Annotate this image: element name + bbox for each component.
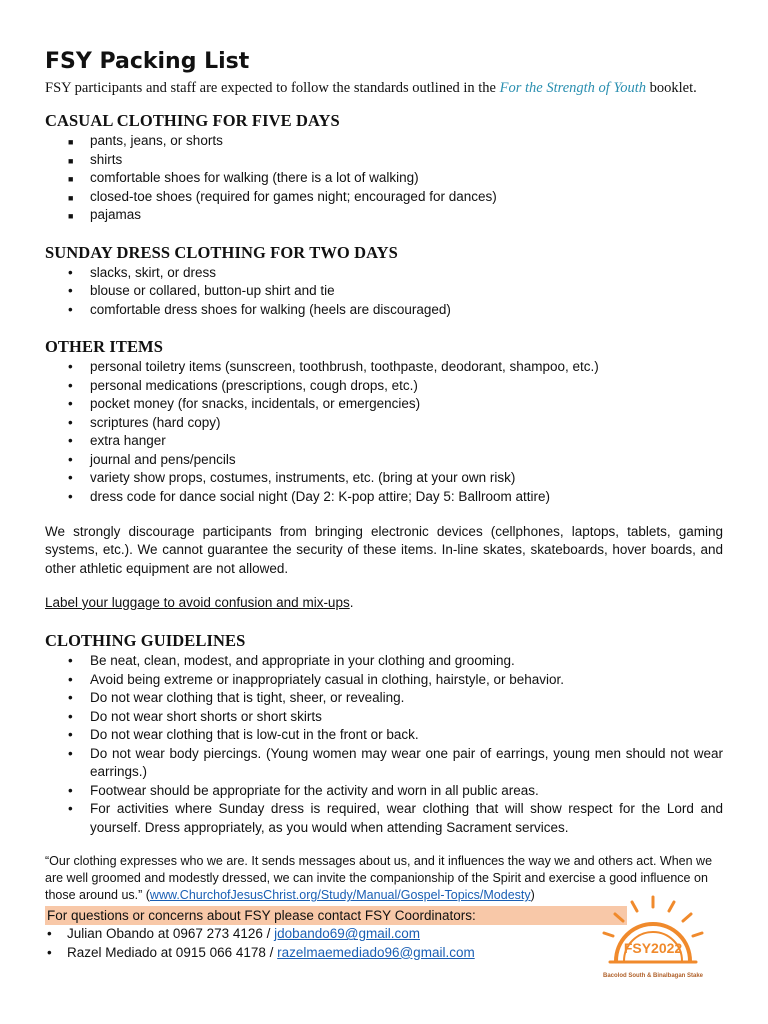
list-item: ■ closed-toe shoes (required for games night; encouraged for dances) bbox=[45, 188, 723, 207]
square-bullet-icon: ■ bbox=[68, 192, 74, 203]
other-items-list bbox=[45, 358, 723, 506]
email-link[interactable]: razelmaemediado96@gmail.com bbox=[277, 944, 475, 960]
list-item: • comfortable dress shoes for walking (heels are discouraged) bbox=[45, 301, 723, 320]
bullet-icon: • bbox=[68, 470, 73, 485]
list-item: • personal toiletry items (sunscreen, toothbrush, toothpaste, deodorant, shampoo, etc.) bbox=[45, 358, 723, 377]
logo-subtext: Bacolod South & Binalbagan Stake bbox=[602, 973, 704, 979]
list-item: • Do not wear clothing that is low-cut in the front or back. bbox=[45, 726, 723, 745]
bullet-icon: • bbox=[68, 451, 73, 467]
list-item: ■ comfortable shoes for walking (there is a lot of walking) bbox=[45, 169, 723, 188]
bullet-icon: • bbox=[68, 488, 73, 504]
list-item: ■ pants, jeans, or shorts bbox=[45, 132, 723, 151]
contact-item: • Razel Mediado at 0915 066 4178 / razelmaemediado96@gmail.com bbox=[45, 944, 723, 963]
bullet-icon: • bbox=[68, 283, 73, 298]
sunday-list bbox=[45, 264, 723, 320]
bullet-icon: • bbox=[47, 926, 52, 942]
list-item: • variety show props, costumes, instruments, etc. (bring at your own risk) bbox=[45, 469, 723, 488]
page-title: FSY Packing List bbox=[45, 49, 250, 74]
bullet-icon: • bbox=[47, 944, 52, 960]
bullet-icon: • bbox=[68, 801, 73, 817]
list-item: • Do not wear body piercings. (Young women may wear one pair of earrings, young men should not wear earrings.) bbox=[68, 745, 723, 780]
bullet-icon: • bbox=[68, 727, 73, 743]
bullet-icon: • bbox=[68, 264, 73, 280]
list-item: • blouse or collared, button-up shirt and tie bbox=[45, 282, 723, 301]
document-page bbox=[45, 48, 723, 962]
list-item: ■ shirts bbox=[45, 151, 723, 170]
list-item: • Do not wear clothing that is tight, sheer, or revealing. bbox=[45, 689, 723, 708]
guidelines-heading: CLOTHING GUIDELINES bbox=[45, 631, 246, 651]
modesty-quote: “Our clothing expresses who we are. It sends messages about us, and it influences the way we and others act. When we are well groomed and modestly dressed, we can invite the companionship of the Spirit and exercise a good influence on those around us.” (www.ChurchofJesusChrist.org/Study/Manual/Gospel-Topics/Modesty) bbox=[45, 854, 713, 903]
casual-list bbox=[45, 132, 723, 225]
square-bullet-icon: ■ bbox=[68, 155, 74, 166]
intro-text: FSY participants and staff are expected to follow the standards outlined in the For the Strength of Youth booklet. bbox=[45, 80, 697, 96]
bullet-icon: • bbox=[68, 414, 73, 430]
list-item: • extra hanger bbox=[45, 432, 723, 451]
fsy-logo bbox=[594, 893, 712, 985]
list-item: • Be neat, clean, modest, and appropriate in your clothing and grooming. bbox=[45, 652, 723, 671]
booklet-link[interactable]: For the Strength of Youth bbox=[499, 80, 646, 96]
list-item: • journal and pens/pencils bbox=[45, 451, 723, 470]
bullet-icon: • bbox=[68, 671, 73, 687]
list-item: • Footwear should be appropriate for the activity and worn in all public areas. bbox=[45, 782, 723, 801]
bullet-icon: • bbox=[68, 653, 73, 669]
sunday-heading: SUNDAY DRESS CLOTHING FOR TWO DAYS bbox=[45, 242, 398, 262]
bullet-icon: • bbox=[68, 377, 73, 393]
luggage-note: Label your luggage to avoid confusion and mix-ups. bbox=[45, 594, 354, 610]
bullet-icon: • bbox=[68, 359, 73, 374]
bullet-icon: • bbox=[68, 745, 73, 761]
other-items-heading: OTHER ITEMS bbox=[45, 337, 164, 356]
list-item: • pocket money (for snacks, incidentals, or emergencies) bbox=[45, 395, 723, 414]
modesty-link[interactable]: www.ChurchofJesusChrist.org/Study/Manual/Gospel-Topics/Modesty bbox=[149, 888, 531, 903]
list-item: • Avoid being extreme or inappropriately casual in clothing, hairstyle, or behavior. bbox=[45, 671, 723, 690]
electronics-note: We strongly discourage participants from bringing electronic devices (cellphones, laptops, tablets, gaming systems, etc.). We cannot guarantee the security of these items. In-line skates, skateboards, hover boards, and other athletic equipment are not allowed. bbox=[45, 524, 723, 576]
contact-header: For questions or concerns about FSY please contact FSY Coordinators: bbox=[45, 906, 627, 925]
bullet-icon: • bbox=[68, 690, 73, 706]
email-link[interactable]: jdobando69@gmail.com bbox=[274, 926, 420, 942]
bullet-icon: • bbox=[68, 396, 73, 411]
bullet-icon: • bbox=[68, 301, 73, 317]
casual-heading: CASUAL CLOTHING FOR FIVE DAYS bbox=[45, 111, 340, 130]
list-item: • For activities where Sunday dress is required, wear clothing that will show respect for the Lord and yourself. Dress appropriately, as you would when attending Sacrament services. bbox=[68, 801, 723, 835]
list-item: • personal medications (prescriptions, cough drops, etc.) bbox=[45, 377, 723, 396]
square-bullet-icon: ■ bbox=[68, 137, 74, 147]
bullet-icon: • bbox=[68, 782, 73, 798]
list-item: • dress code for dance social night (Day 2: K-pop attire; Day 5: Ballroom attire) bbox=[45, 488, 723, 507]
list-item: ■ pajamas bbox=[45, 206, 723, 225]
square-bullet-icon: ■ bbox=[68, 174, 74, 184]
contact-item: • Julian Obando at 0967 273 4126 / jdobando69@gmail.com bbox=[45, 925, 723, 944]
guidelines-list bbox=[45, 652, 723, 837]
logo-text: FSY2022 bbox=[623, 940, 683, 956]
sun-logo-icon bbox=[594, 893, 712, 985]
list-item: • Do not wear short shorts or short skirts bbox=[45, 708, 723, 727]
bullet-icon: • bbox=[68, 433, 73, 448]
square-bullet-icon: ■ bbox=[68, 211, 74, 221]
list-item: • scriptures (hard copy) bbox=[45, 414, 723, 433]
list-item: • slacks, skirt, or dress bbox=[45, 264, 723, 283]
bullet-icon: • bbox=[68, 708, 73, 724]
